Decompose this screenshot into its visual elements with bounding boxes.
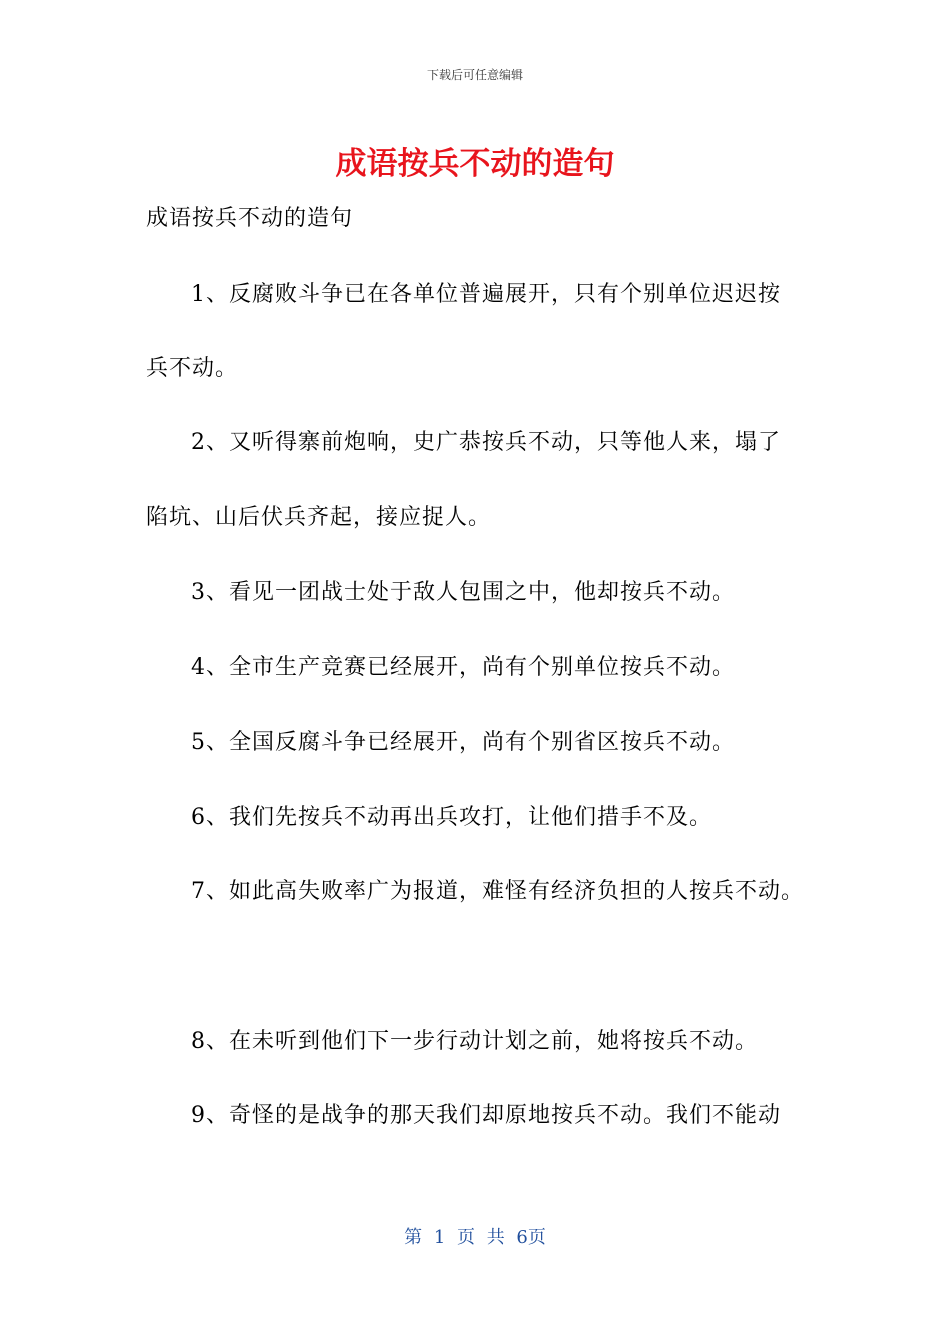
sentence-2-line-1: 2、又听得寨前炮响，史广恭按兵不动，只等他人来，塌了	[191, 430, 781, 455]
document-subtitle: 成语按兵不动的造句	[146, 206, 354, 231]
sentence-2-line-2: 陷坑、山后伏兵齐起，接应捉人。	[146, 505, 492, 530]
sentence-4: 4、全市生产竞赛已经展开，尚有个别单位按兵不动。	[191, 655, 735, 680]
sentence-1-line-1: 1、反腐败斗争已在各单位普遍展开，只有个别单位迟迟按	[191, 282, 781, 307]
sentence-3: 3、看见一团战士处于敌人包围之中，他却按兵不动。	[191, 580, 735, 605]
sentence-7: 7、如此高失败率广为报道，难怪有经济负担的人按兵不动。	[191, 879, 804, 904]
sentence-6: 6、我们先按兵不动再出兵攻打，让他们措手不及。	[191, 805, 712, 830]
page-title: 成语按兵不动的造句	[335, 146, 615, 182]
page-indicator: 第 1 页 共 6页	[404, 1227, 546, 1248]
sentence-8: 8、在未听到他们下一步行动计划之前，她将按兵不动。	[191, 1029, 758, 1054]
sentence-1-line-2: 兵不动。	[146, 356, 239, 381]
sentence-5: 5、全国反腐斗争已经展开，尚有个别省区按兵不动。	[191, 730, 735, 755]
sentence-9: 9、奇怪的是战争的那天我们却原地按兵不动。我们不能动	[191, 1103, 781, 1128]
header-note: 下载后可任意编辑	[426, 68, 523, 82]
